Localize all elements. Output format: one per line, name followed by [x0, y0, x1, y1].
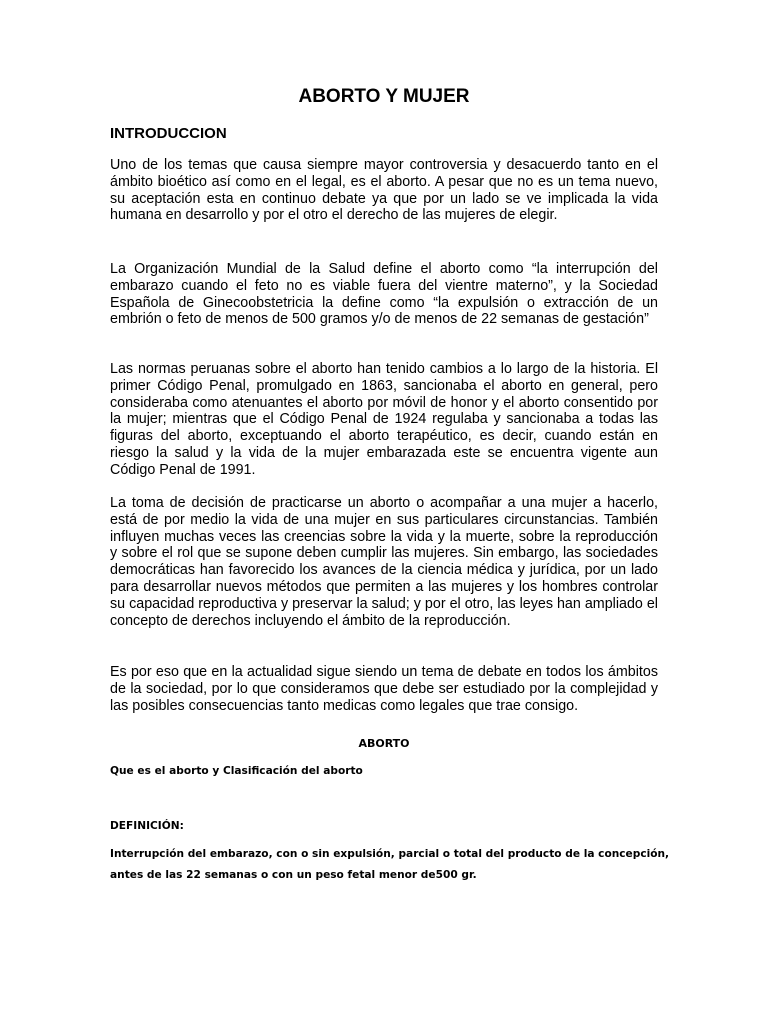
- document-title: ABORTO Y MUJER: [298, 86, 470, 107]
- paragraph-5: Es por eso que en la actualidad sigue siendo un tema de debate en todos los ámbitos de la sociedad, por lo que consideramos que debe ser estudiado por la complejidad y las posibles consecuencias tanto medicas como legales que trae consigo.: [110, 664, 658, 714]
- paragraph-4: La toma de decisión de practicarse un aborto o acompañar a una mujer a hacerlo, está de por medio la vida de una mujer en sus particulares circunstancias. También influyen muchas veces las creencias sobre la vida y la muerte, sobre la reproducción y sobre el rol que se supone deben cumplir las mujeres. Sin embargo, las sociedades democráticas han favorecido los avances de la ciencia médica y jurídica, por un lado para desarrollar nuevos métodos que permiten a las mujeres y los hombres controlar su capacidad reproductiva y preservar la salud; y por el otro, las leyes han ampliado el concepto de derechos incluyendo el ámbito de la reproducción.: [110, 495, 658, 629]
- paragraph-1: Uno de los temas que causa siempre mayor controversia y desacuerdo tanto en el ámbito bioético así como en el legal, es el aborto. A pesar que no es un tema nuevo, su aceptación esta en continuo debate ya que por un lado se ve implicada la vida humana en desarrollo y por el otro el derecho de las mujeres de elegir.: [110, 157, 658, 224]
- definition-heading: DEFINICIÓN:: [110, 820, 184, 832]
- subheading-aborto: ABORTO: [358, 737, 410, 750]
- paragraph-3: Las normas peruanas sobre el aborto han tenido cambios a lo largo de la historia. El primer Código Penal, promulgado en 1863, sancionaba el aborto en general, pero consideraba como atenuantes el aborto por móvil de honor y el aborto consentido por la mujer; mientras que el Código Penal de 1924 regulaba y sancionaba a todas las figuras del aborto, exceptuando el aborto terapéutico, es decir, cuando están en riesgo la salud y la vida de la mujer embarazada este se encuentra vigente aun Código Penal de 1991.: [110, 361, 658, 478]
- paragraph-2: La Organización Mundial de la Salud define el aborto como “la interrupción del embarazo cuando el feto no es viable fuera del vientre materno”, y la Sociedad Española de Ginecoobstetricia la define como “la expulsión o extracción de un embrión o feto de menos de 500 gramos y/o de menos de 22 semanas de gestación”: [110, 261, 658, 328]
- subtitle-line: Que es el aborto y Clasificación del aborto: [110, 765, 363, 777]
- section-heading-introduccion: INTRODUCCION: [110, 125, 227, 142]
- definition-text: Interrupción del embarazo, con o sin expulsión, parcial o total del producto de la concepción, antes de las 22 semanas o con un peso fetal menor de500 gr.: [110, 848, 670, 881]
